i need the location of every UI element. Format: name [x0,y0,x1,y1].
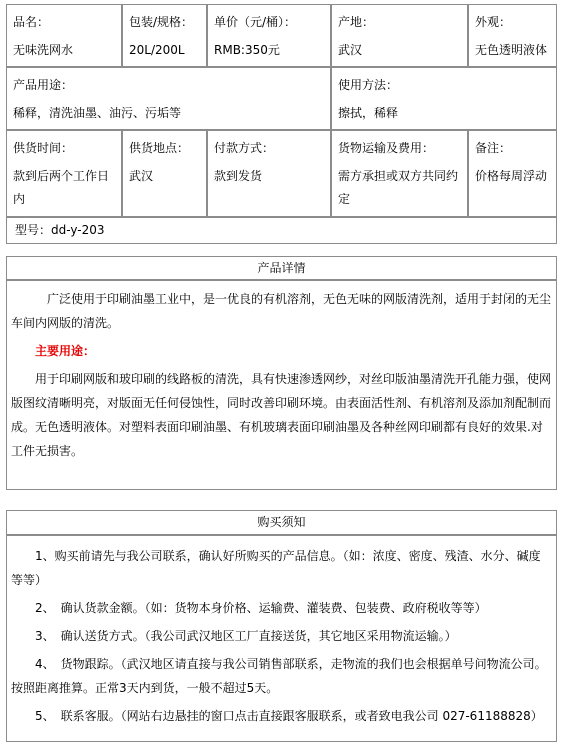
remark-cell [468,130,557,217]
details-title-bar [6,256,557,280]
purchase-content [6,535,557,742]
purchase-item: 3、 确认送货方式。（我公司武汉地区工厂直接送货，其它地区采用物流运输。） [35,629,457,643]
shipping-value: 需方承担或双方共同约定 [338,169,459,206]
spec-price-value: RMB:350元 [214,43,280,57]
shipping-cell [331,130,468,217]
supply-place-cell [122,130,207,217]
spec-name-cell [6,4,122,67]
spec-name-label: 品名： [13,15,50,29]
payment-value: 款到发货 [214,169,263,183]
spec-package-cell [122,4,207,67]
supply-place-label: 供货地点： [129,141,190,155]
spec-name-value: 无味洗网水 [13,43,74,57]
method-value: 擦拭，稀释 [338,106,399,120]
spec-price-label: 单价（元/桶）： [214,15,297,29]
remark-value: 价格每周浮动 [475,169,548,183]
supply-time-label: 供货时间： [13,141,74,155]
supply-place-value: 武汉 [129,169,154,183]
purchase-title: 购买须知 [257,515,306,529]
spec-appearance-cell [468,4,557,67]
spec-appearance-value: 无色透明液体 [475,43,548,57]
method-label: 使用方法： [338,78,399,92]
spec-package-label: 包装/规格： [129,15,194,29]
method-cell [331,67,557,130]
details-content [6,280,557,490]
purchase-item: 4、 货物跟踪。（武汉地区请直接与我公司销售部联系，走物流的我们也会根据单号问物流公司。按照距离推算。正常3天内到货，一般不超过5天。 [11,657,547,695]
main-use-text: 用于印刷网版和玻印刷的线路板的清洗，具有快速渗透网纱，对丝印版油墨清洗开孔能力强，使网版图纹清晰明亮，对版面无任何侵蚀性，同时改善印刷环境。由表面活性剂、有机溶剂及添加剂配制而成。无色透明液体。对塑料表面印刷油墨、有机玻璃表面印刷油墨及各种丝网印刷都有良好的效果.对工件无损害。 [11,372,552,458]
model-cell [6,217,557,244]
supply-time-value: 款到后两个工作日内 [13,169,110,206]
shipping-label: 货物运输及费用： [338,141,435,155]
details-title: 产品详情 [257,261,306,275]
spec-appearance-label: 外观： [475,15,512,29]
spec-origin-cell [331,4,468,67]
usage-value: 稀释，清洗油墨、油污、污垢等 [13,106,182,120]
spec-package-value: 20L/200L [129,43,185,57]
main-use-heading: 主要用途： [35,344,96,358]
purchase-item: 2、 确认货款金额。（如：货物本身价格、运输费、灌装费、包装费、政府税收等等） [35,601,487,615]
usage-label: 产品用途： [13,78,74,92]
spec-origin-value: 武汉 [338,43,363,57]
usage-cell [6,67,331,130]
spec-origin-label: 产地： [338,15,375,29]
purchase-item: 1、购买前请先与我公司联系，确认好所购买的产品信息。（如：浓度、密度、残渣、水分、碱度等等） [11,549,541,587]
payment-cell [207,130,331,217]
supply-time-cell [6,130,122,217]
spec-price-cell [207,4,331,67]
remark-label: 备注： [475,141,512,155]
purchase-item: 5、 联系客服。（网站右边悬挂的窗口点击直接跟客服联系，或者致电我公司 027-61188828） [35,709,543,723]
payment-label: 付款方式： [214,141,275,155]
model-number: 型号：dd-y-203 [15,223,105,237]
purchase-title-bar [6,510,557,535]
details-intro: 广泛使用于印刷油墨工业中，是一优良的有机溶剂，无色无味的网版清洗剂，适用于封闭的无尘车间内网版的清洗。 [11,292,552,330]
